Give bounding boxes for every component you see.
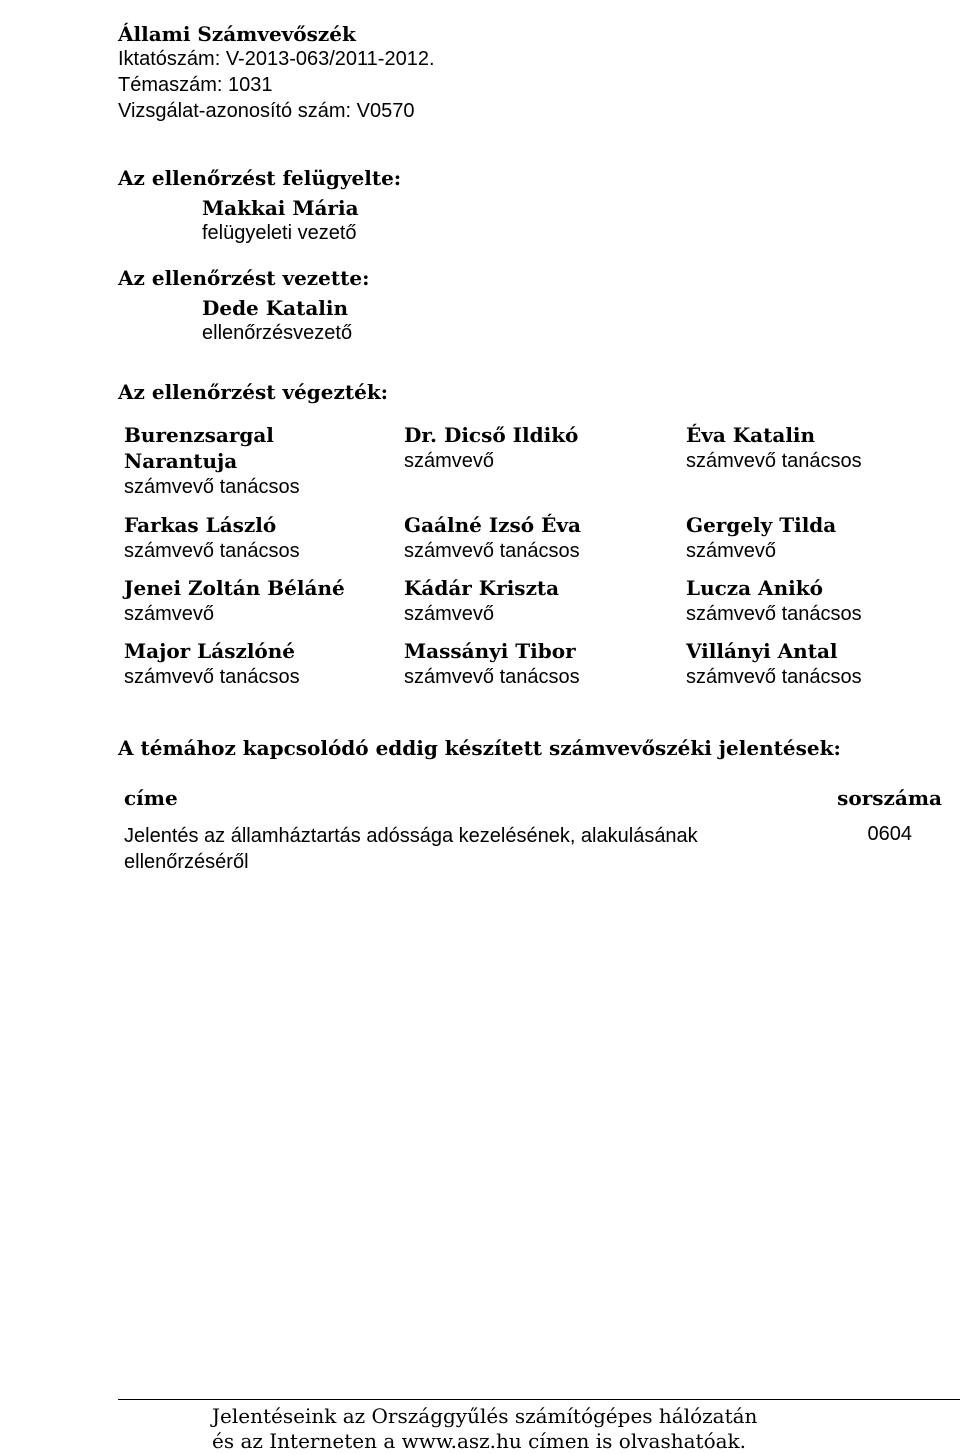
auditor-name: Massányi Tibor bbox=[404, 639, 576, 663]
organization-name: Állami Számvevőszék bbox=[118, 22, 356, 46]
auditor-entry bbox=[124, 422, 324, 500]
auditor-name: Dr. Dicső Ildikó bbox=[404, 423, 579, 447]
auditor-entry bbox=[404, 512, 674, 564]
auditor-role: számvevő bbox=[404, 603, 495, 625]
footer-notice: Jelentéseink az Országgyűlés számítógépes hálózatán és az Interneten a www.asz.hu címen is olvashatóak. bbox=[212, 1404, 758, 1453]
auditor-name: Jenei Zoltán Béláné bbox=[124, 576, 345, 600]
auditor-role: számvevő bbox=[124, 603, 215, 625]
auditor-name: Burenzsargal Narantuja bbox=[124, 423, 274, 473]
leader-role: ellenőrzésvezető bbox=[202, 322, 353, 344]
auditor-name: Major Lászlóné bbox=[124, 639, 296, 663]
auditor-role: számvevő tanácsos bbox=[124, 666, 300, 688]
auditor-role: számvevő tanácsos bbox=[124, 540, 300, 562]
auditor-entry bbox=[124, 638, 394, 690]
supervised-heading: Az ellenőrzést felügyelte: bbox=[118, 166, 402, 190]
auditor-entry bbox=[404, 575, 674, 627]
performed-heading: Az ellenőrzést végezték: bbox=[118, 380, 389, 404]
auditor-name: Gaálné Izsó Éva bbox=[404, 513, 581, 537]
auditor-entry bbox=[686, 422, 956, 474]
auditor-name: Villányi Antal bbox=[686, 639, 838, 663]
report-number: 0604 bbox=[867, 823, 912, 845]
column-title-header: címe bbox=[124, 786, 178, 810]
auditor-entry bbox=[404, 638, 674, 690]
auditor-role: számvevő tanácsos bbox=[686, 450, 862, 472]
supervisor-role: felügyeleti vezető bbox=[202, 222, 357, 244]
report-title: Jelentés az államháztartás adóssága kezelésének, alakulásának ellenőrzéséről bbox=[124, 825, 698, 873]
audit-id: Vizsgálat-azonosító szám: V0570 bbox=[118, 100, 415, 122]
reports-heading: A témához kapcsolódó eddig készített számvevőszéki jelentések: bbox=[118, 736, 841, 760]
auditor-grid bbox=[124, 422, 960, 702]
auditor-role: számvevő tanácsos bbox=[404, 540, 580, 562]
leader-name: Dede Katalin bbox=[202, 296, 349, 320]
auditor-entry bbox=[686, 638, 956, 690]
auditor-name: Lucza Anikó bbox=[686, 576, 823, 600]
auditor-entry bbox=[686, 575, 956, 627]
auditor-role: számvevő tanácsos bbox=[686, 603, 862, 625]
auditor-role: számvevő bbox=[404, 450, 495, 472]
auditor-role: számvevő bbox=[686, 540, 777, 562]
auditor-entry bbox=[404, 422, 674, 474]
auditor-role: számvevő tanácsos bbox=[404, 666, 580, 688]
led-heading: Az ellenőrzést vezette: bbox=[118, 266, 370, 290]
auditor-name: Éva Katalin bbox=[686, 423, 816, 447]
auditor-entry bbox=[686, 512, 956, 564]
auditor-name: Kádár Kriszta bbox=[404, 576, 560, 600]
auditor-entry bbox=[124, 512, 394, 564]
column-number-header: sorszáma bbox=[837, 786, 942, 810]
auditor-role: számvevő tanácsos bbox=[124, 476, 300, 498]
auditor-name: Gergely Tilda bbox=[686, 513, 837, 537]
footer-divider bbox=[118, 1399, 960, 1400]
supervisor-name: Makkai Mária bbox=[202, 196, 359, 220]
topic-number: Témaszám: 1031 bbox=[118, 74, 273, 96]
auditor-name: Farkas László bbox=[124, 513, 277, 537]
auditor-entry bbox=[124, 575, 394, 627]
registration-number: Iktatószám: V-2013-063/2011-2012. bbox=[118, 48, 435, 70]
auditor-role: számvevő tanácsos bbox=[686, 666, 862, 688]
